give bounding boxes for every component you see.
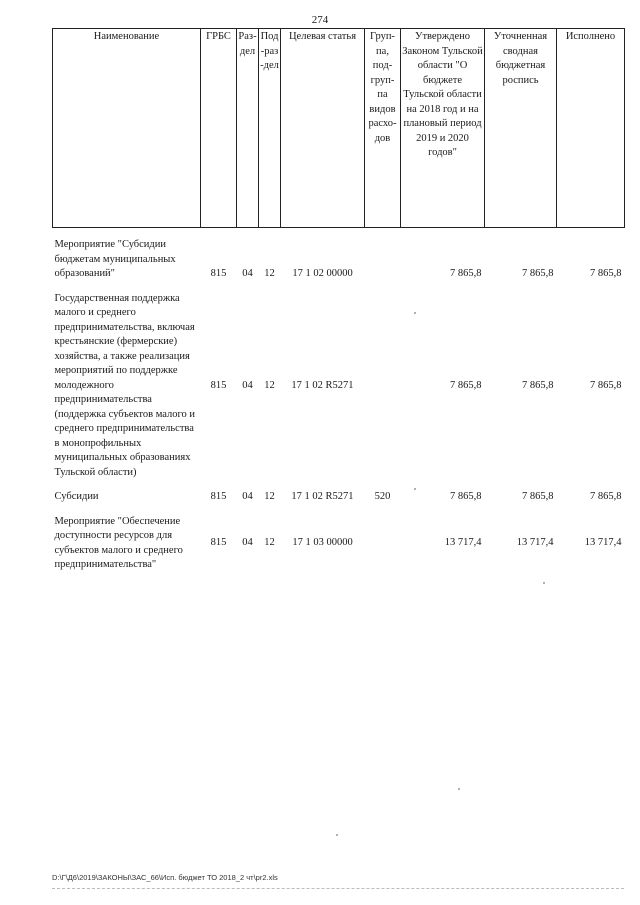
row-podrazdel: 12 xyxy=(264,491,275,502)
header-executed: Исполнено xyxy=(557,29,625,228)
table-header-row xyxy=(53,29,625,228)
row-group xyxy=(365,515,401,573)
spacer-row xyxy=(53,480,625,490)
scan-speck xyxy=(458,788,460,790)
row-target: 17 1 02 R5271 xyxy=(291,491,354,502)
row-executed: 7 865,8 xyxy=(590,268,622,279)
row-razdel: 04 xyxy=(242,379,253,391)
scan-speck xyxy=(414,488,416,490)
row-refined: 7 865,8 xyxy=(522,491,554,502)
row-approved: 7 865,8 xyxy=(450,491,482,502)
row-refined: 13 717,4 xyxy=(516,537,554,549)
page-number: 274 xyxy=(311,14,329,26)
row-name: Мероприятие "Субсидии бюджетам муниципальных образований" xyxy=(54,239,176,279)
table-row xyxy=(53,515,625,573)
header-podrazdel: Под-раз-дел xyxy=(259,29,281,228)
row-razdel: 04 xyxy=(242,491,253,502)
header-group: Груп-па, под-груп-па видов расхо-дов xyxy=(365,29,401,228)
header-target: Целевая статья xyxy=(281,29,365,228)
row-podrazdel: 12 xyxy=(264,537,275,549)
header-refined: Уточненная сводная бюджетная роспись xyxy=(485,29,557,228)
scan-speck xyxy=(336,834,338,836)
row-name: Государственная поддержка малого и среднего предпринимательства, включая крестьянские (фермерские) хозяйства, а также реализация мероприятий по поддержке молодежного предпринимательства (поддержка субъектов малого и среднего предпринимательства в монопрофильных муниципальных образованиях Тульской области) xyxy=(54,292,196,478)
scan-speck xyxy=(414,312,416,314)
header-razdel: Раз-дел xyxy=(237,29,259,228)
row-target: 17 1 02 R5271 xyxy=(291,379,354,391)
footer-divider xyxy=(52,888,624,889)
row-executed: 7 865,8 xyxy=(590,491,622,502)
row-group xyxy=(365,292,401,481)
row-name: Субсидии xyxy=(54,491,99,502)
row-razdel: 04 xyxy=(242,268,253,279)
scan-speck xyxy=(543,582,545,584)
footer-file-path: D:\Г\Д6\2019\ЗАКОНЫ\ЗАС_66\Исп. бюджет ТО 2018_2 чт\pr2.xls xyxy=(52,873,278,882)
row-grbs: 815 xyxy=(210,491,227,502)
row-executed: 7 865,8 xyxy=(590,379,622,391)
budget-table xyxy=(52,28,625,573)
row-grbs: 815 xyxy=(210,537,227,549)
row-target: 17 1 03 00000 xyxy=(292,537,353,549)
row-razdel: 04 xyxy=(242,537,253,549)
row-group: 520 xyxy=(374,491,391,502)
table-row xyxy=(53,490,625,505)
header-grbs: ГРБС xyxy=(201,29,237,228)
header-name: Наименование xyxy=(53,29,201,228)
spacer-row xyxy=(53,228,625,239)
row-refined: 7 865,8 xyxy=(522,379,554,391)
row-executed: 13 717,4 xyxy=(584,537,622,549)
row-group xyxy=(365,238,401,282)
spacer-row xyxy=(53,505,625,515)
header-approved: Утверждено Законом Тульской области "О бюджете Тульской области на 2018 год и на плановый период 2019 и 2020 годов" xyxy=(401,29,485,228)
table-row xyxy=(53,292,625,481)
row-grbs: 815 xyxy=(210,379,227,391)
row-target: 17 1 02 00000 xyxy=(292,268,353,279)
row-name: Мероприятие "Обеспечение доступности ресурсов для субъектов малого и среднего предпринимательства" xyxy=(54,515,183,570)
row-approved: 13 717,4 xyxy=(444,537,482,549)
row-podrazdel: 12 xyxy=(264,379,275,391)
row-approved: 7 865,8 xyxy=(450,379,482,391)
row-refined: 7 865,8 xyxy=(522,268,554,279)
row-approved: 7 865,8 xyxy=(450,268,482,279)
spacer-row xyxy=(53,282,625,292)
table-row xyxy=(53,238,625,282)
row-podrazdel: 12 xyxy=(264,268,275,279)
row-grbs: 815 xyxy=(210,268,227,279)
